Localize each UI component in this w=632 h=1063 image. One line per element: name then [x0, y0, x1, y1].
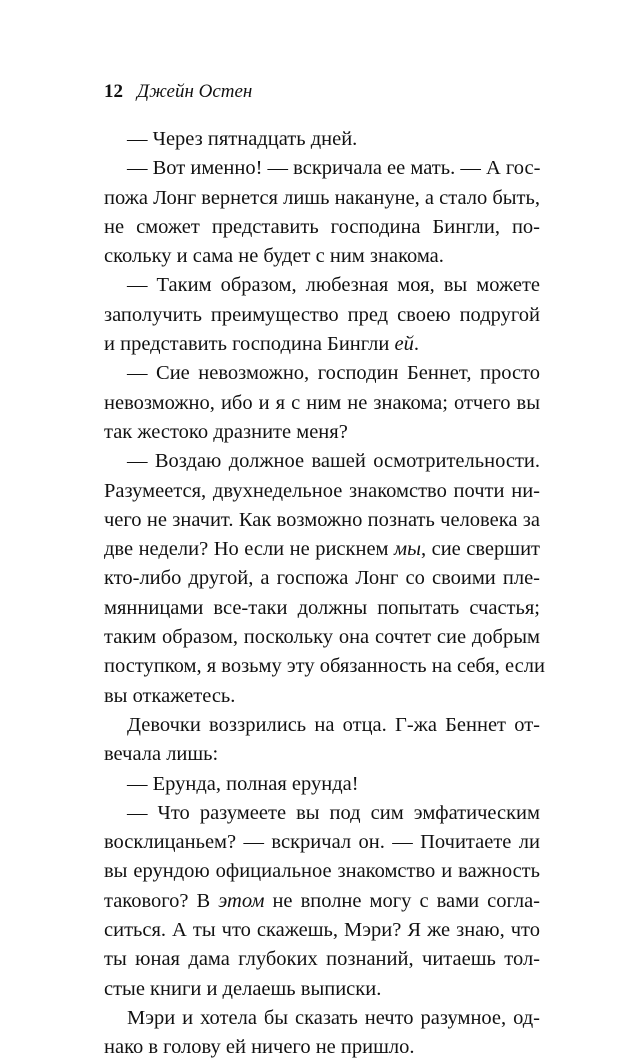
- text-line: — Что разумеете вы под сим эмфатическим: [127, 801, 540, 824]
- body-text: [104, 125, 545, 1063]
- page-number: 12: [104, 81, 123, 102]
- text-line: поступком, я возьму эту обязанность на себя, если: [104, 655, 545, 678]
- text-line: чего не значит. Как возможно познать человека за: [104, 508, 540, 531]
- text-line: не сможет представить господина Бингли, по-: [104, 215, 540, 238]
- running-head: [104, 79, 252, 105]
- text-line: — Таким образом, любезная моя, вы можете: [127, 274, 540, 297]
- running-head-author: Джейн Остен: [137, 81, 253, 102]
- text-line: — Ерунда, полная ерунда!: [127, 772, 359, 795]
- text-line: невозможно, ибо и я с ним не знакома; отчего вы: [104, 391, 540, 414]
- text-line: заполучить преимущество пред своею подругой: [104, 303, 540, 326]
- text-line: две недели? Но если не рискнем мы, сие свершит: [104, 538, 540, 561]
- text-line: пожа Лонг вернется лишь накануне, а стало быть,: [104, 186, 540, 209]
- text-line: так жестоко дразните меня?: [104, 420, 348, 443]
- text-line: нако в голову ей ничего не пришло.: [104, 1036, 415, 1059]
- text-line: — Вот именно! — вскричала ее мать. — А гос-: [127, 157, 541, 180]
- text-line: ты юная дама глубоких познаний, читаешь тол-: [104, 948, 540, 971]
- text-line: — Воздаю должное вашей осмотрительности.: [127, 450, 540, 473]
- text-line: скольку и сама не будет с ним знакома.: [104, 245, 444, 268]
- emphasis: этом: [218, 889, 265, 912]
- text-line: Мэри и хотела бы сказать нечто разумное, од-: [127, 1006, 540, 1029]
- text-line: Девочки воззрились на отца. Г-жа Беннет от-: [127, 713, 540, 736]
- text-line: стые книги и делаешь выписки.: [104, 977, 382, 1000]
- text-line: восклицаньем? — вскричал он. — Почитаете ли: [104, 831, 540, 854]
- emphasis: ей: [394, 333, 414, 356]
- text-line: такового? В этом не вполне могу с вами согла-: [104, 889, 540, 912]
- text-line: таким образом, поскольку она сочтет сие добрым: [104, 626, 540, 649]
- text-line: мянницами все-таки должны попытать счастья;: [104, 596, 540, 619]
- text-line: — Сие невозможно, господин Беннет, просто: [127, 362, 540, 385]
- text-line: вы ерундою официальное знакомство и важность: [104, 860, 540, 883]
- text-line: вы откажетесь.: [104, 684, 236, 707]
- emphasis: мы: [394, 538, 421, 561]
- text-line: кто-либо другой, а госпожа Лонг со своими пле-: [104, 567, 540, 590]
- text-line: и представить господина Бингли ей.: [104, 333, 419, 356]
- text-line: ситься. А ты что скажешь, Мэри? Я же знаю, что: [104, 919, 540, 942]
- text-line: Разумеется, двухнедельное знакомство почти ни-: [104, 479, 540, 502]
- text-line: вечала лишь:: [104, 743, 219, 766]
- text-line: — Через пятнадцать дней.: [127, 128, 358, 150]
